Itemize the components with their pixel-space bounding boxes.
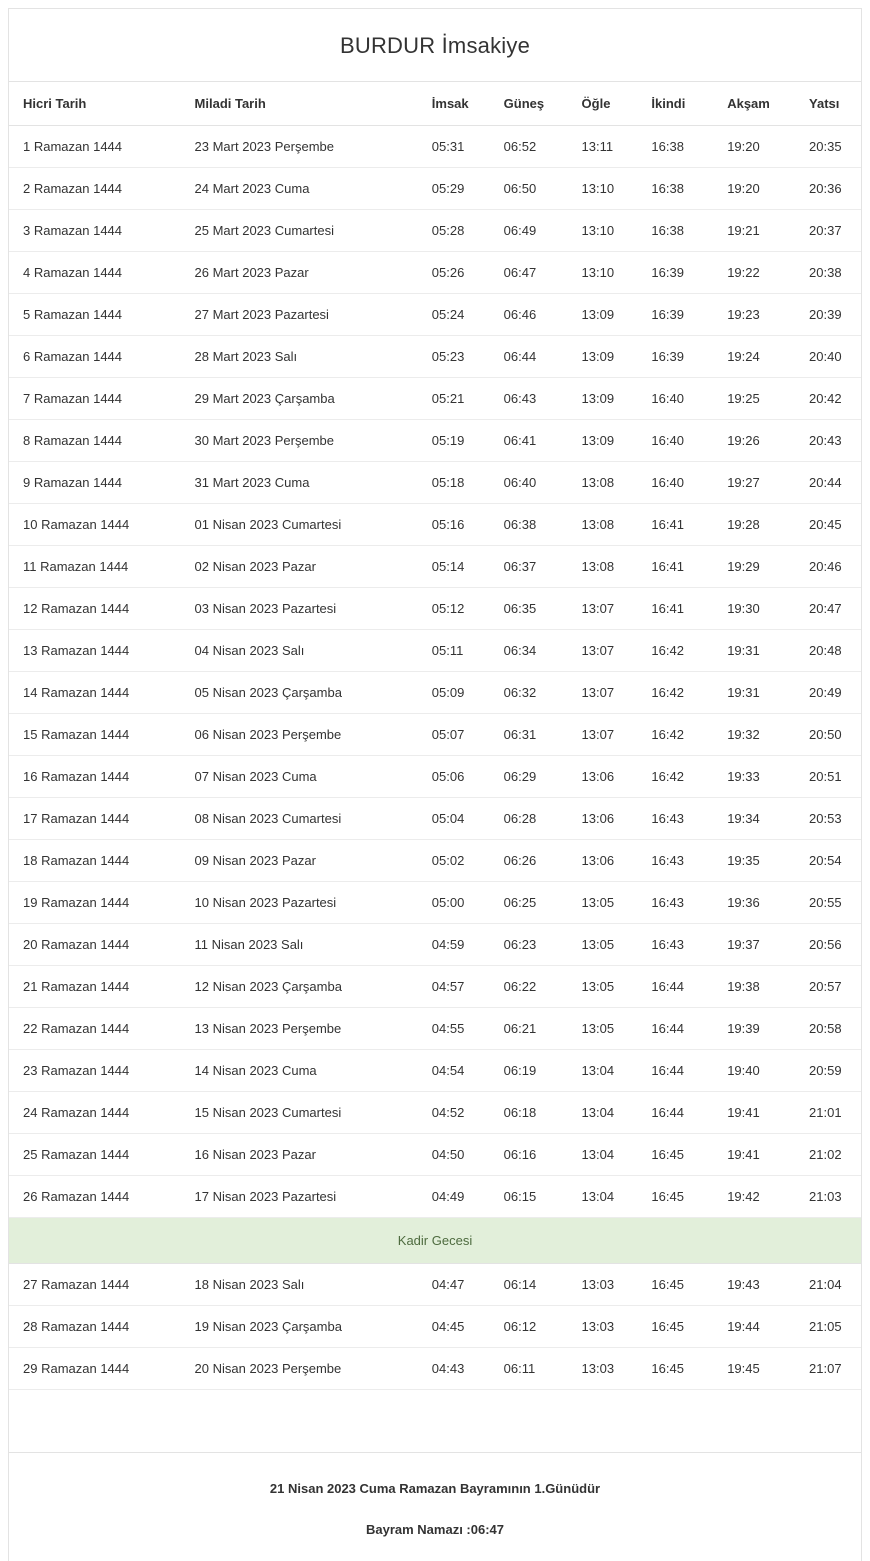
cell-aksam: 19:34 <box>713 798 795 840</box>
table-row <box>9 966 861 1008</box>
cell-gunes: 06:50 <box>490 168 568 210</box>
cell-aksam: 19:39 <box>713 1008 795 1050</box>
cell-imsak: 04:55 <box>418 1008 490 1050</box>
footer-bayram-namazi: Bayram Namazı :06:47 <box>365 1522 505 1537</box>
cell-aksam: 19:20 <box>713 126 795 168</box>
cell-yatsi: 20:56 <box>795 924 861 966</box>
cell-ikindi: 16:44 <box>637 1092 713 1134</box>
cell-imsak: 05:19 <box>418 420 490 462</box>
footer <box>9 1453 861 1561</box>
cell-ikindi: 16:43 <box>637 882 713 924</box>
cell-miladi-tarih: 12 Nisan 2023 Çarşamba <box>181 966 418 1008</box>
cell-aksam: 19:28 <box>713 504 795 546</box>
table-row <box>9 1008 861 1050</box>
cell-gunes: 06:18 <box>490 1092 568 1134</box>
cell-gunes: 06:11 <box>490 1348 568 1390</box>
table-row <box>9 210 861 252</box>
cell-imsak: 05:09 <box>418 672 490 714</box>
cell-imsak: 04:47 <box>418 1264 490 1306</box>
table-row <box>9 294 861 336</box>
cell-ogle: 13:04 <box>568 1050 638 1092</box>
special-night-label: Kadir Gecesi <box>9 1218 861 1264</box>
cell-miladi-tarih: 25 Mart 2023 Cumartesi <box>181 210 418 252</box>
cell-hicri-tarih: 3 Ramazan 1444 <box>9 210 181 252</box>
cell-ogle: 13:04 <box>568 1134 638 1176</box>
cell-hicri-tarih: 13 Ramazan 1444 <box>9 630 181 672</box>
cell-miladi-tarih: 30 Mart 2023 Perşembe <box>181 420 418 462</box>
cell-ikindi: 16:39 <box>637 294 713 336</box>
table-row <box>9 168 861 210</box>
cell-miladi-tarih: 05 Nisan 2023 Çarşamba <box>181 672 418 714</box>
imsakiye-card <box>8 8 862 1561</box>
cell-gunes: 06:15 <box>490 1176 568 1218</box>
table-spacer-row <box>9 1390 861 1453</box>
cell-hicri-tarih: 27 Ramazan 1444 <box>9 1264 181 1306</box>
cell-gunes: 06:26 <box>490 840 568 882</box>
cell-imsak: 05:16 <box>418 504 490 546</box>
cell-miladi-tarih: 27 Mart 2023 Pazartesi <box>181 294 418 336</box>
cell-ogle: 13:03 <box>568 1264 638 1306</box>
cell-aksam: 19:31 <box>713 672 795 714</box>
cell-aksam: 19:25 <box>713 378 795 420</box>
table-row <box>9 672 861 714</box>
cell-aksam: 19:21 <box>713 210 795 252</box>
cell-imsak: 04:52 <box>418 1092 490 1134</box>
cell-ogle: 13:05 <box>568 1008 638 1050</box>
table-row <box>9 420 861 462</box>
cell-ikindi: 16:38 <box>637 126 713 168</box>
cell-imsak: 05:23 <box>418 336 490 378</box>
cell-gunes: 06:34 <box>490 630 568 672</box>
cell-gunes: 06:35 <box>490 588 568 630</box>
cell-miladi-tarih: 18 Nisan 2023 Salı <box>181 1264 418 1306</box>
cell-yatsi: 20:47 <box>795 588 861 630</box>
cell-miladi-tarih: 29 Mart 2023 Çarşamba <box>181 378 418 420</box>
cell-imsak: 05:29 <box>418 168 490 210</box>
cell-gunes: 06:40 <box>490 462 568 504</box>
cell-miladi-tarih: 02 Nisan 2023 Pazar <box>181 546 418 588</box>
cell-aksam: 19:32 <box>713 714 795 756</box>
cell-gunes: 06:47 <box>490 252 568 294</box>
cell-ogle: 13:06 <box>568 840 638 882</box>
cell-imsak: 05:06 <box>418 756 490 798</box>
table-row <box>9 756 861 798</box>
cell-ogle: 13:10 <box>568 168 638 210</box>
cell-aksam: 19:22 <box>713 252 795 294</box>
cell-miladi-tarih: 13 Nisan 2023 Perşembe <box>181 1008 418 1050</box>
cell-yatsi: 21:07 <box>795 1348 861 1390</box>
special-night-row <box>9 1218 861 1264</box>
table-header <box>9 82 861 126</box>
table-row <box>9 462 861 504</box>
cell-gunes: 06:16 <box>490 1134 568 1176</box>
cell-imsak: 04:59 <box>418 924 490 966</box>
cell-yatsi: 21:01 <box>795 1092 861 1134</box>
cell-hicri-tarih: 4 Ramazan 1444 <box>9 252 181 294</box>
cell-yatsi: 20:53 <box>795 798 861 840</box>
cell-imsak: 05:04 <box>418 798 490 840</box>
cell-ikindi: 16:40 <box>637 420 713 462</box>
column-header-aksam: Akşam <box>713 82 795 126</box>
cell-aksam: 19:31 <box>713 630 795 672</box>
cell-imsak: 04:57 <box>418 966 490 1008</box>
cell-aksam: 19:41 <box>713 1134 795 1176</box>
cell-yatsi: 20:43 <box>795 420 861 462</box>
cell-hicri-tarih: 2 Ramazan 1444 <box>9 168 181 210</box>
cell-imsak: 04:45 <box>418 1306 490 1348</box>
cell-gunes: 06:14 <box>490 1264 568 1306</box>
cell-ikindi: 16:45 <box>637 1176 713 1218</box>
table-row <box>9 1050 861 1092</box>
cell-miladi-tarih: 07 Nisan 2023 Cuma <box>181 756 418 798</box>
cell-hicri-tarih: 11 Ramazan 1444 <box>9 546 181 588</box>
table-row <box>9 1348 861 1390</box>
column-header-hicri-tarih: Hicri Tarih <box>9 82 181 126</box>
table-row <box>9 882 861 924</box>
cell-ikindi: 16:39 <box>637 336 713 378</box>
cell-ikindi: 16:42 <box>637 756 713 798</box>
cell-hicri-tarih: 22 Ramazan 1444 <box>9 1008 181 1050</box>
cell-imsak: 05:02 <box>418 840 490 882</box>
cell-miladi-tarih: 01 Nisan 2023 Cumartesi <box>181 504 418 546</box>
cell-gunes: 06:44 <box>490 336 568 378</box>
cell-aksam: 19:24 <box>713 336 795 378</box>
cell-ikindi: 16:39 <box>637 252 713 294</box>
cell-ikindi: 16:44 <box>637 1008 713 1050</box>
cell-yatsi: 20:48 <box>795 630 861 672</box>
cell-ikindi: 16:38 <box>637 210 713 252</box>
cell-hicri-tarih: 6 Ramazan 1444 <box>9 336 181 378</box>
cell-hicri-tarih: 14 Ramazan 1444 <box>9 672 181 714</box>
cell-gunes: 06:21 <box>490 1008 568 1050</box>
cell-ikindi: 16:44 <box>637 1050 713 1092</box>
table-row <box>9 840 861 882</box>
table-row <box>9 630 861 672</box>
cell-gunes: 06:12 <box>490 1306 568 1348</box>
cell-hicri-tarih: 5 Ramazan 1444 <box>9 294 181 336</box>
column-header-ogle: Öğle <box>568 82 638 126</box>
cell-aksam: 19:35 <box>713 840 795 882</box>
cell-gunes: 06:41 <box>490 420 568 462</box>
table-row <box>9 1134 861 1176</box>
cell-gunes: 06:49 <box>490 210 568 252</box>
column-header-miladi-tarih: Miladi Tarih <box>181 82 418 126</box>
cell-ogle: 13:04 <box>568 1092 638 1134</box>
cell-ogle: 13:09 <box>568 420 638 462</box>
cell-yatsi: 20:42 <box>795 378 861 420</box>
cell-aksam: 19:27 <box>713 462 795 504</box>
cell-yatsi: 20:46 <box>795 546 861 588</box>
cell-miladi-tarih: 10 Nisan 2023 Pazartesi <box>181 882 418 924</box>
cell-hicri-tarih: 24 Ramazan 1444 <box>9 1092 181 1134</box>
cell-aksam: 19:44 <box>713 1306 795 1348</box>
cell-imsak: 05:07 <box>418 714 490 756</box>
cell-miladi-tarih: 08 Nisan 2023 Cumartesi <box>181 798 418 840</box>
cell-ogle: 13:05 <box>568 924 638 966</box>
cell-yatsi: 20:45 <box>795 504 861 546</box>
cell-gunes: 06:22 <box>490 966 568 1008</box>
cell-aksam: 19:30 <box>713 588 795 630</box>
cell-imsak: 05:12 <box>418 588 490 630</box>
cell-imsak: 04:54 <box>418 1050 490 1092</box>
cell-aksam: 19:42 <box>713 1176 795 1218</box>
cell-yatsi: 20:59 <box>795 1050 861 1092</box>
cell-ogle: 13:03 <box>568 1348 638 1390</box>
cell-hicri-tarih: 25 Ramazan 1444 <box>9 1134 181 1176</box>
cell-hicri-tarih: 7 Ramazan 1444 <box>9 378 181 420</box>
cell-imsak: 05:28 <box>418 210 490 252</box>
cell-ogle: 13:09 <box>568 336 638 378</box>
table-row <box>9 252 861 294</box>
cell-yatsi: 20:39 <box>795 294 861 336</box>
cell-hicri-tarih: 9 Ramazan 1444 <box>9 462 181 504</box>
cell-yatsi: 21:03 <box>795 1176 861 1218</box>
cell-miladi-tarih: 09 Nisan 2023 Pazar <box>181 840 418 882</box>
cell-ogle: 13:11 <box>568 126 638 168</box>
cell-ogle: 13:04 <box>568 1176 638 1218</box>
table-row <box>9 714 861 756</box>
cell-ogle: 13:06 <box>568 756 638 798</box>
cell-ogle: 13:08 <box>568 546 638 588</box>
cell-miladi-tarih: 20 Nisan 2023 Perşembe <box>181 1348 418 1390</box>
cell-yatsi: 20:58 <box>795 1008 861 1050</box>
cell-gunes: 06:28 <box>490 798 568 840</box>
table-row <box>9 798 861 840</box>
cell-hicri-tarih: 8 Ramazan 1444 <box>9 420 181 462</box>
cell-yatsi: 20:37 <box>795 210 861 252</box>
cell-ogle: 13:07 <box>568 588 638 630</box>
cell-miladi-tarih: 24 Mart 2023 Cuma <box>181 168 418 210</box>
cell-imsak: 05:26 <box>418 252 490 294</box>
cell-hicri-tarih: 15 Ramazan 1444 <box>9 714 181 756</box>
cell-imsak: 05:11 <box>418 630 490 672</box>
cell-imsak: 05:18 <box>418 462 490 504</box>
cell-yatsi: 20:51 <box>795 756 861 798</box>
cell-gunes: 06:37 <box>490 546 568 588</box>
cell-ikindi: 16:38 <box>637 168 713 210</box>
cell-ikindi: 16:45 <box>637 1306 713 1348</box>
cell-ikindi: 16:45 <box>637 1348 713 1390</box>
column-header-imsak: İmsak <box>418 82 490 126</box>
cell-ogle: 13:10 <box>568 210 638 252</box>
imsakiye-table <box>9 82 861 1453</box>
cell-miladi-tarih: 11 Nisan 2023 Salı <box>181 924 418 966</box>
cell-ogle: 13:09 <box>568 294 638 336</box>
cell-yatsi: 20:40 <box>795 336 861 378</box>
cell-miladi-tarih: 23 Mart 2023 Perşembe <box>181 126 418 168</box>
cell-hicri-tarih: 20 Ramazan 1444 <box>9 924 181 966</box>
cell-ikindi: 16:41 <box>637 588 713 630</box>
cell-gunes: 06:25 <box>490 882 568 924</box>
cell-gunes: 06:23 <box>490 924 568 966</box>
cell-aksam: 19:20 <box>713 168 795 210</box>
column-header-yatsi: Yatsı <box>795 82 861 126</box>
cell-imsak: 05:00 <box>418 882 490 924</box>
cell-miladi-tarih: 06 Nisan 2023 Perşembe <box>181 714 418 756</box>
cell-gunes: 06:38 <box>490 504 568 546</box>
title-bar <box>9 9 861 82</box>
cell-imsak: 04:49 <box>418 1176 490 1218</box>
cell-ikindi: 16:43 <box>637 798 713 840</box>
cell-aksam: 19:23 <box>713 294 795 336</box>
cell-ikindi: 16:41 <box>637 546 713 588</box>
cell-aksam: 19:41 <box>713 1092 795 1134</box>
cell-aksam: 19:36 <box>713 882 795 924</box>
cell-hicri-tarih: 28 Ramazan 1444 <box>9 1306 181 1348</box>
table-spacer-cell <box>9 1390 861 1453</box>
cell-hicri-tarih: 19 Ramazan 1444 <box>9 882 181 924</box>
table-row <box>9 1092 861 1134</box>
cell-miladi-tarih: 15 Nisan 2023 Cumartesi <box>181 1092 418 1134</box>
cell-ikindi: 16:42 <box>637 630 713 672</box>
cell-yatsi: 20:35 <box>795 126 861 168</box>
table-header-row <box>9 82 861 126</box>
cell-imsak: 04:43 <box>418 1348 490 1390</box>
table-row <box>9 588 861 630</box>
cell-yatsi: 20:55 <box>795 882 861 924</box>
cell-ikindi: 16:43 <box>637 840 713 882</box>
cell-miladi-tarih: 19 Nisan 2023 Çarşamba <box>181 1306 418 1348</box>
cell-ikindi: 16:42 <box>637 672 713 714</box>
table-row <box>9 336 861 378</box>
table-row <box>9 1176 861 1218</box>
cell-ogle: 13:08 <box>568 504 638 546</box>
cell-aksam: 19:26 <box>713 420 795 462</box>
cell-ogle: 13:03 <box>568 1306 638 1348</box>
cell-ogle: 13:07 <box>568 630 638 672</box>
cell-imsak: 05:21 <box>418 378 490 420</box>
cell-miladi-tarih: 28 Mart 2023 Salı <box>181 336 418 378</box>
cell-yatsi: 20:50 <box>795 714 861 756</box>
cell-imsak: 04:50 <box>418 1134 490 1176</box>
cell-gunes: 06:46 <box>490 294 568 336</box>
cell-ikindi: 16:44 <box>637 966 713 1008</box>
footer-bayram-date: 21 Nisan 2023 Cuma Ramazan Bayramının 1.Günüdür <box>269 1481 601 1496</box>
cell-gunes: 06:52 <box>490 126 568 168</box>
cell-aksam: 19:37 <box>713 924 795 966</box>
cell-ogle: 13:10 <box>568 252 638 294</box>
cell-yatsi: 20:49 <box>795 672 861 714</box>
cell-ikindi: 16:40 <box>637 378 713 420</box>
table-row <box>9 126 861 168</box>
table-row <box>9 1306 861 1348</box>
cell-ogle: 13:09 <box>568 378 638 420</box>
cell-aksam: 19:45 <box>713 1348 795 1390</box>
cell-gunes: 06:19 <box>490 1050 568 1092</box>
cell-gunes: 06:43 <box>490 378 568 420</box>
cell-ogle: 13:07 <box>568 714 638 756</box>
cell-yatsi: 20:57 <box>795 966 861 1008</box>
cell-yatsi: 20:38 <box>795 252 861 294</box>
cell-hicri-tarih: 12 Ramazan 1444 <box>9 588 181 630</box>
cell-ikindi: 16:40 <box>637 462 713 504</box>
cell-miladi-tarih: 16 Nisan 2023 Pazar <box>181 1134 418 1176</box>
cell-yatsi: 21:05 <box>795 1306 861 1348</box>
table-row <box>9 504 861 546</box>
cell-aksam: 19:29 <box>713 546 795 588</box>
table-row <box>9 378 861 420</box>
cell-gunes: 06:31 <box>490 714 568 756</box>
cell-yatsi: 21:04 <box>795 1264 861 1306</box>
cell-ogle: 13:05 <box>568 882 638 924</box>
cell-ikindi: 16:45 <box>637 1264 713 1306</box>
cell-yatsi: 20:44 <box>795 462 861 504</box>
cell-ikindi: 16:45 <box>637 1134 713 1176</box>
table-row <box>9 924 861 966</box>
cell-gunes: 06:29 <box>490 756 568 798</box>
cell-miladi-tarih: 14 Nisan 2023 Cuma <box>181 1050 418 1092</box>
cell-hicri-tarih: 10 Ramazan 1444 <box>9 504 181 546</box>
cell-ogle: 13:08 <box>568 462 638 504</box>
cell-hicri-tarih: 26 Ramazan 1444 <box>9 1176 181 1218</box>
cell-imsak: 05:14 <box>418 546 490 588</box>
cell-miladi-tarih: 04 Nisan 2023 Salı <box>181 630 418 672</box>
column-header-gunes: Güneş <box>490 82 568 126</box>
table-row <box>9 546 861 588</box>
cell-miladi-tarih: 03 Nisan 2023 Pazartesi <box>181 588 418 630</box>
cell-hicri-tarih: 17 Ramazan 1444 <box>9 798 181 840</box>
cell-yatsi: 20:36 <box>795 168 861 210</box>
cell-hicri-tarih: 29 Ramazan 1444 <box>9 1348 181 1390</box>
cell-aksam: 19:43 <box>713 1264 795 1306</box>
cell-imsak: 05:24 <box>418 294 490 336</box>
cell-yatsi: 20:54 <box>795 840 861 882</box>
cell-ikindi: 16:43 <box>637 924 713 966</box>
cell-aksam: 19:40 <box>713 1050 795 1092</box>
cell-hicri-tarih: 23 Ramazan 1444 <box>9 1050 181 1092</box>
cell-miladi-tarih: 31 Mart 2023 Cuma <box>181 462 418 504</box>
cell-imsak: 05:31 <box>418 126 490 168</box>
table-row <box>9 1264 861 1306</box>
cell-yatsi: 21:02 <box>795 1134 861 1176</box>
page-title: BURDUR İmsakiye <box>339 33 531 58</box>
cell-ogle: 13:05 <box>568 966 638 1008</box>
cell-miladi-tarih: 26 Mart 2023 Pazar <box>181 252 418 294</box>
cell-ikindi: 16:41 <box>637 504 713 546</box>
cell-hicri-tarih: 18 Ramazan 1444 <box>9 840 181 882</box>
cell-ogle: 13:07 <box>568 672 638 714</box>
cell-gunes: 06:32 <box>490 672 568 714</box>
cell-ikindi: 16:42 <box>637 714 713 756</box>
cell-ogle: 13:06 <box>568 798 638 840</box>
cell-hicri-tarih: 1 Ramazan 1444 <box>9 126 181 168</box>
cell-hicri-tarih: 21 Ramazan 1444 <box>9 966 181 1008</box>
cell-miladi-tarih: 17 Nisan 2023 Pazartesi <box>181 1176 418 1218</box>
table-body <box>9 126 861 1453</box>
column-header-ikindi: İkindi <box>637 82 713 126</box>
cell-aksam: 19:33 <box>713 756 795 798</box>
cell-hicri-tarih: 16 Ramazan 1444 <box>9 756 181 798</box>
cell-aksam: 19:38 <box>713 966 795 1008</box>
